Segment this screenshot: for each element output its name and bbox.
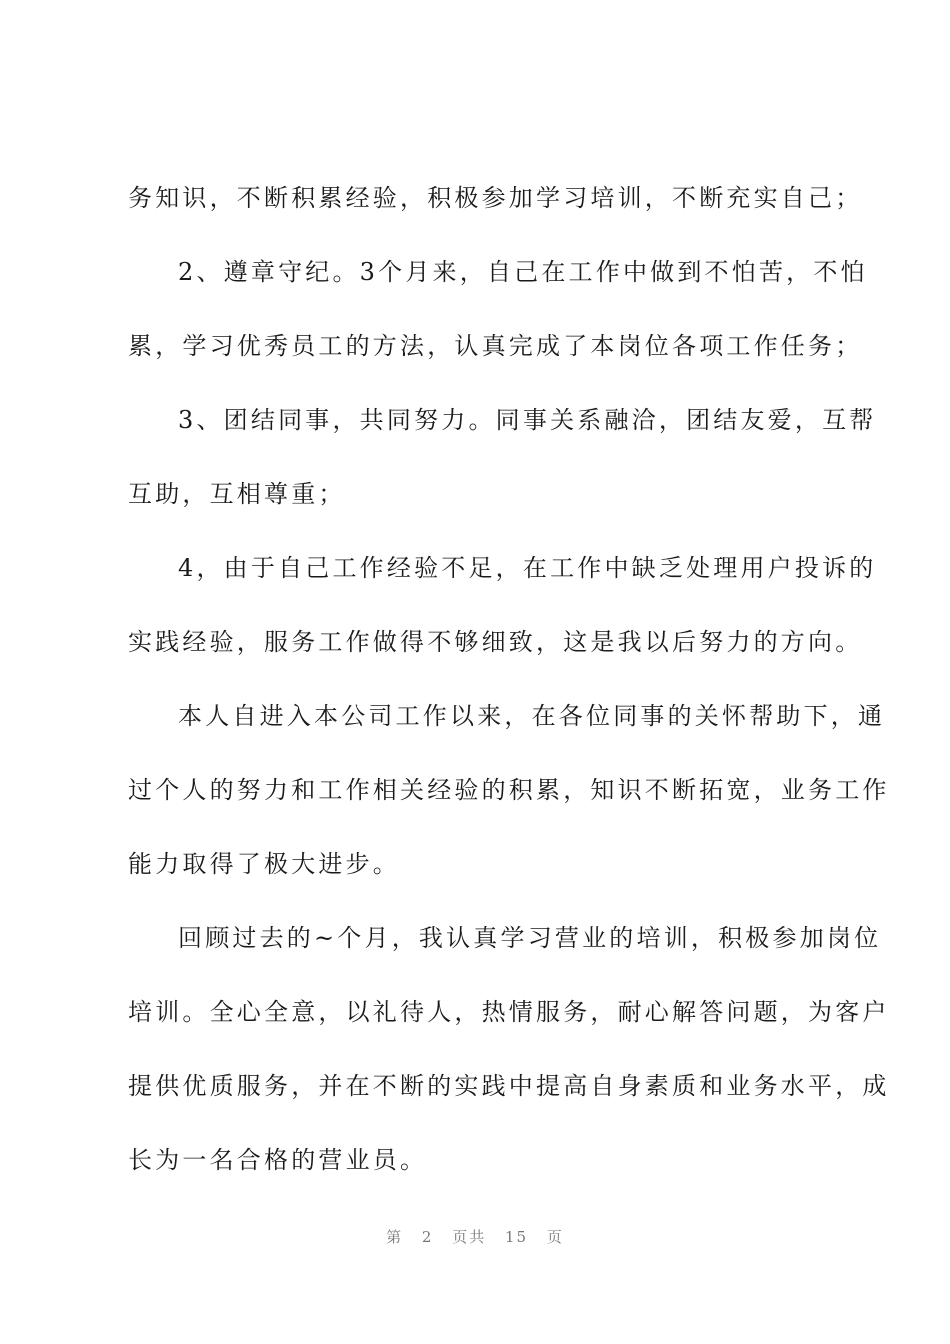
page-footer <box>0 1226 950 1247</box>
text-line: 务知识，不断积累经验，积极参加学习培训，不断充实自己； <box>128 184 863 212</box>
footer-prefix: 第 <box>386 1228 404 1246</box>
text-line: 4，由于自己工作经验不足，在工作中缺乏处理用户投诉的 <box>178 554 877 582</box>
text-line: 互助，互相尊重； <box>128 480 346 508</box>
footer-middle: 页共 <box>452 1228 487 1246</box>
text-line: 培训。全心全意，以礼待人，热情服务，耐心解答问题，为客户 <box>128 998 890 1026</box>
text-line: 2、遵章守纪。3个月来，自己在工作中做到不怕苦，不怕 <box>178 258 868 286</box>
text-line: 能力取得了极大进步。 <box>128 850 400 878</box>
text-line: 本人自进入本公司工作以来，在各位同事的关怀帮助下，通 <box>178 702 886 730</box>
text-line: 累，学习优秀员工的方法，认真完成了本岗位各项工作任务； <box>128 332 863 360</box>
text-line: 3、团结同事，共同努力。同事关系融洽，团结友爱，互帮 <box>178 406 877 434</box>
footer-total-pages: 15 <box>505 1228 529 1246</box>
text-line: 回顾过去的~个月，我认真学习营业的培训，积极参加岗位 <box>178 924 882 952</box>
text-line: 提供优质服务，并在不断的实践中提高自身素质和业务水平，成 <box>128 1072 890 1100</box>
footer-suffix: 页 <box>546 1228 564 1246</box>
text-line: 长为一名合格的营业员。 <box>128 1146 428 1174</box>
text-line: 实践经验，服务工作做得不够细致，这是我以后努力的方向。 <box>128 628 863 656</box>
footer-page-number: 2 <box>421 1228 434 1246</box>
text-line: 过个人的努力和工作相关经验的积累，知识不断拓宽，业务工作 <box>128 776 890 804</box>
